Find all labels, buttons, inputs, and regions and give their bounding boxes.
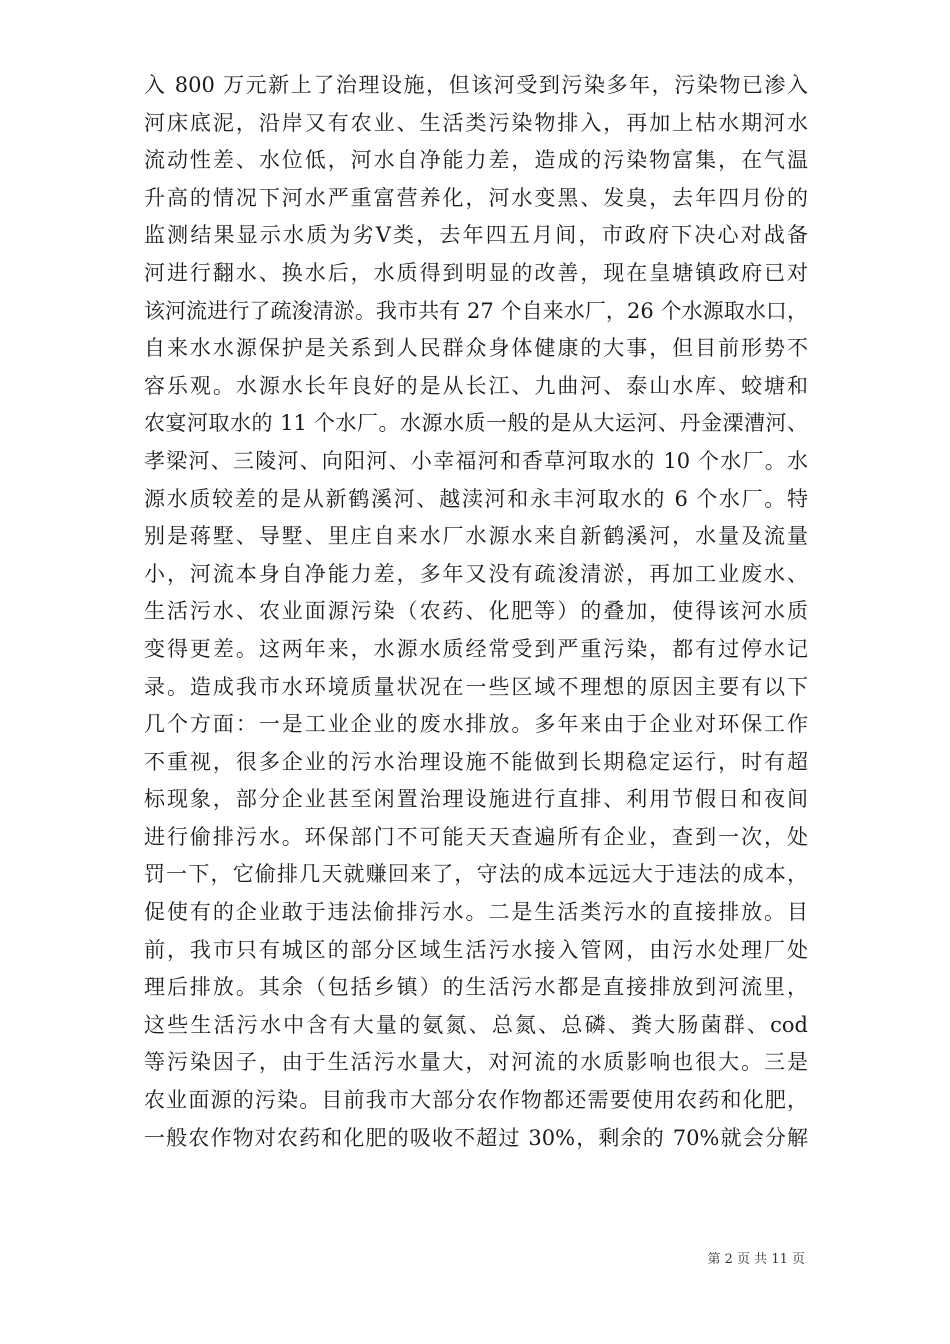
text-line: 升高的情况下河水严重富营养化，河水变黑、发臭，去年四月份的: [144, 185, 808, 210]
text-line: 农业面源的污染。目前我市大部分农作物都还需要使用农药和化肥，: [144, 1088, 808, 1113]
text-line: 流动性差、水位低，河水自净能力差，造成的污染物富集，在气温: [144, 148, 808, 173]
text-line: 容乐观。水源水长年良好的是从长江、九曲河、泰山水库、蛟塘和: [144, 373, 808, 398]
text-line: 罚一下，它偷排几天就赚回来了，守法的成本远远大于违法的成本，: [144, 862, 808, 887]
text-line: 等污染因子，由于生活污水量大，对河流的水质影响也很大。三是: [144, 1050, 808, 1075]
text-line: 变得更差。这两年来，水源水质经常受到严重污染，都有过停水记: [144, 636, 808, 661]
text-line: 自来水水源保护是关系到人民群众身体健康的大事，但目前形势不: [144, 336, 808, 361]
text-line: 这些生活污水中含有大量的氨氮、总氮、总磷、粪大肠菌群、cod: [144, 1012, 808, 1037]
text-line: 前，我市只有城区的部分区域生活污水接入管网，由污水处理厂处: [144, 937, 808, 962]
text-line: 农宴河取水的 11 个水厂。水源水质一般的是从大运河、丹金溧漕河、: [144, 411, 808, 436]
text-line: 一般农作物对农药和化肥的吸收不超过 30%，剩余的 70%就会分解: [144, 1125, 808, 1150]
text-line: 河床底泥，沿岸又有农业、生活类污染物排入，再加上枯水期河水: [144, 110, 808, 135]
text-line: 不重视，很多企业的污水治理设施不能做到长期稳定运行，时有超: [144, 749, 808, 774]
text-line: 标现象，部分企业甚至闲置治理设施进行直排、利用节假日和夜间: [144, 787, 808, 812]
text-line: 理后排放。其余（包括乡镇）的生活污水都是直接排放到河流里，: [144, 975, 808, 1000]
text-line: 促使有的企业敢于违法偷排污水。二是生活类污水的直接排放。目: [144, 900, 808, 925]
text-line: 源水质较差的是从新鹤溪河、越渎河和永丰河取水的 6 个水厂。特: [144, 486, 808, 511]
text-line: 别是蒋墅、导墅、里庄自来水厂水源水来自新鹤溪河，水量及流量: [144, 524, 808, 549]
text-line: 入 800 万元新上了治理设施，但该河受到污染多年，污染物已渗入: [144, 73, 808, 97]
text-line: 进行偷排污水。环保部门不可能天天查遍所有企业，查到一次，处: [144, 824, 808, 849]
text-line: 录。造成我市水环境质量状况在一些区域不理想的原因主要有以下: [144, 674, 808, 699]
body-text: [144, 67, 808, 1157]
text-line: 生活污水、农业面源污染（农药、化肥等）的叠加，使得该河水质: [144, 599, 808, 624]
text-line: 孝梁河、三陵河、向阳河、小幸福河和香草河取水的 10 个水厂。水: [144, 448, 808, 473]
text-line: 该河流进行了疏浚清淤。我市共有 27 个自来水厂，26 个水源取水口，: [144, 298, 808, 323]
text-line: 监测结果显示水质为劣Ⅴ类，去年四五月间，市政府下决心对战备: [144, 223, 808, 248]
page-number-footer: 第 2 页 共 11 页: [707, 1252, 805, 1267]
text-line: 小，河流本身自净能力差，多年又没有疏浚清淤，再加工业废水、: [144, 561, 808, 586]
text-line: 几个方面：一是工业企业的废水排放。多年来由于企业对环保工作: [144, 712, 808, 737]
text-line: 河进行翻水、换水后，水质得到明显的改善，现在皇塘镇政府已对: [144, 260, 808, 285]
